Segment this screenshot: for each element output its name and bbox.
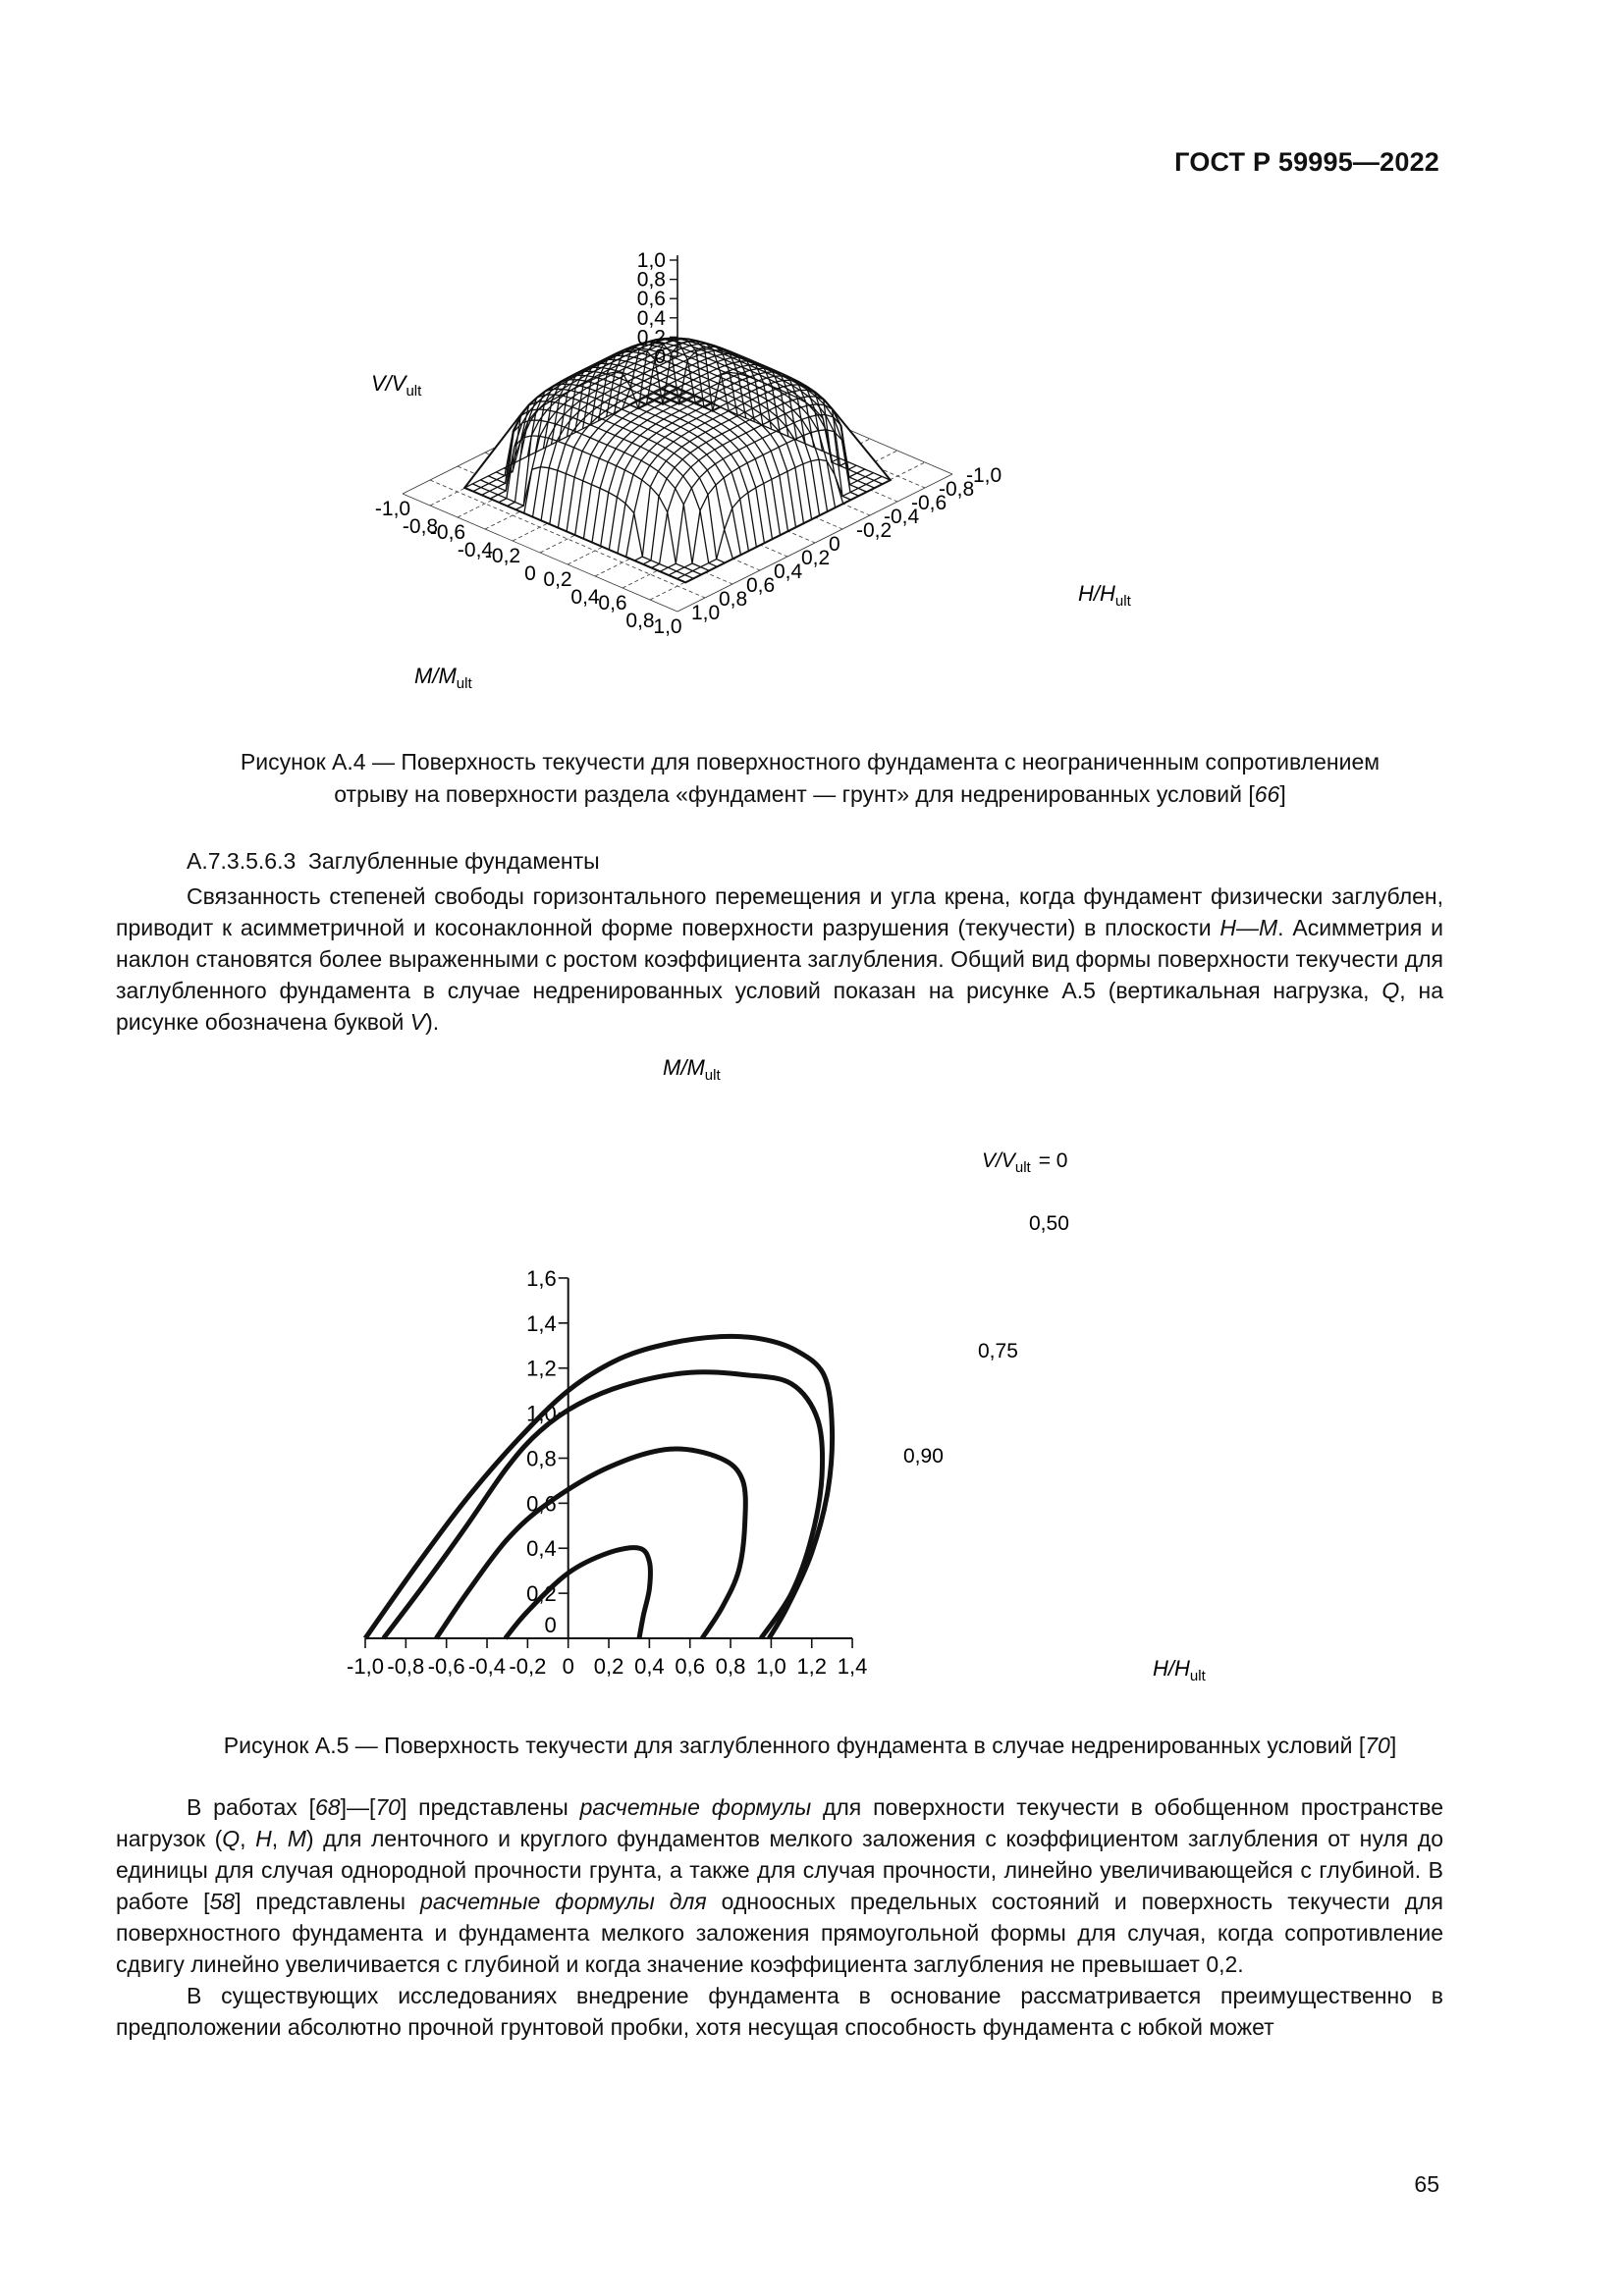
section-heading: А.7.3.5.6.3 Заглубленные фундаменты <box>187 848 600 874</box>
m-tick-label: -0,6 <box>429 521 466 544</box>
figure-a4-caption <box>118 746 1502 811</box>
y-tick-label: 1,0 <box>526 1401 557 1426</box>
x-tick-label: 1,4 <box>837 1654 868 1679</box>
contour-curve <box>365 1336 833 1638</box>
h-tick-label: 0,6 <box>746 574 776 597</box>
x-tick-label: -0,6 <box>427 1654 465 1679</box>
h-tick-label: -0,4 <box>884 506 920 528</box>
page-number: 65 <box>1414 2171 1439 2197</box>
x-axis-label: $H/H_{ult}$ <box>1153 1656 1206 1684</box>
standard-designation: ГОСТ Р 59995—2022 <box>1174 147 1439 177</box>
m-tick-label: -0,2 <box>484 545 521 567</box>
h-tick-label: -0,6 <box>911 492 947 514</box>
z-tick-label: 0 <box>654 346 666 368</box>
h-tick-label: 0,4 <box>774 561 803 583</box>
y-axis-label: $M/M_{ult}$ <box>663 1055 721 1084</box>
h-tick-label: -1,0 <box>966 464 1002 487</box>
figure-a5-chart <box>334 1045 1218 1733</box>
m-axis-label: $M/M_{ult}$ <box>414 664 472 692</box>
m-tick-label: 0,8 <box>625 610 655 632</box>
x-tick-label: -0,4 <box>468 1654 506 1679</box>
figure-a4-yield-surface <box>371 245 1178 736</box>
paragraph-embedded-foundations: Связанность степеней свободы горизонтального перемещения и угла крена, когда фундамент физически заглублен, приводит к асимметричной и косонаклонной форме поверхности разрушения (текучести) в плоскости H—M. Асимметрия и наклон становятся более выраженными с ростом коэффициента заглубления. Общий вид формы поверхности текучести для заглубленного фундамента в случае недренированных условий показан на рисунке А.5 (вертикальная нагрузка, Q, на рисунке обозначена буквой V). <box>116 883 1443 1035</box>
y-tick-label: 0,2 <box>526 1581 557 1607</box>
caption-line: отрыву на поверхности раздела «фундамент — грунт» для недренированных условий [66] <box>334 781 1286 807</box>
z-tick-label: 1,0 <box>636 249 666 272</box>
y-tick-label: 1,2 <box>526 1356 557 1381</box>
chart-axes <box>347 1266 867 1679</box>
reference: 66 <box>1254 781 1280 807</box>
x-tick-label: 0,8 <box>715 1654 746 1679</box>
m-tick-label: 0,4 <box>570 586 600 609</box>
h-tick-label: -0,2 <box>856 519 893 542</box>
x-tick-label: -0,8 <box>387 1654 425 1679</box>
y-tick-label: 1,4 <box>526 1310 557 1336</box>
x-tick-label: 0,6 <box>675 1654 706 1679</box>
paragraph-penetration: В существующих исследованиях внедрение фундамента в основание рассматривается преимущественно в предположении абсолютно прочной грунтовой пробки, хотя несущая способность фундамента с юбкой может <box>116 1983 1443 2040</box>
h-axis-label: $H/H_{ult}$ <box>1078 581 1131 610</box>
x-tick-label: 0 <box>562 1654 574 1679</box>
curve-label-v0: $V/V_{ult} = 0$ <box>982 1149 1068 1176</box>
h-tick-label: 0,2 <box>801 547 831 569</box>
x-tick-label: 0,2 <box>593 1654 624 1679</box>
x-tick-label: 1,2 <box>796 1654 828 1679</box>
contour-curve <box>384 1372 823 1638</box>
z-tick-label: 0,6 <box>636 288 666 311</box>
y-tick-label: 0,8 <box>526 1446 557 1471</box>
reference: 70 <box>1365 1733 1390 1758</box>
curve-label-090: 0,90 <box>903 1445 944 1468</box>
z-tick-label: 0,4 <box>636 306 666 330</box>
m-tick-label: 1,0 <box>653 615 682 638</box>
curve-label-050: 0,50 <box>1029 1212 1069 1235</box>
m-tick-label: -1,0 <box>374 498 411 520</box>
h-tick-label: 0 <box>829 533 840 556</box>
caption-line: Рисунок А.4 — Поверхность текучести для поверхностного фундамента с неограниченным сопротивлением <box>240 749 1380 774</box>
figure-a5-caption: Рисунок А.5 — Поверхность текучести для заглубленного фундамента в случае недренированных условий [70] <box>223 1733 1397 1758</box>
z-axis-label: $V/V_{ult}$ <box>371 371 422 400</box>
x-tick-label: 0,4 <box>634 1654 665 1679</box>
m-tick-label: -0,4 <box>457 539 494 561</box>
x-tick-label: -1,0 <box>347 1654 384 1679</box>
chart-curves <box>365 1336 833 1638</box>
z-tick-label: 0,8 <box>636 268 666 292</box>
x-tick-label: 1,0 <box>756 1654 786 1679</box>
z-tick-label: 0,2 <box>636 326 666 349</box>
y-tick-label: 1,6 <box>526 1265 557 1291</box>
paragraph-formulas: В работах [68]—[70] представлены расчетные формулы для поверхности текучести в обобщенном пространстве нагрузок (Q, H, M) для ленточного и круглого фундаментов мелкого заложения с коэффициентом заглубления от нуля до единицы для случая однородной прочности грунта, а также для случая прочности, линейно увеличивающейся с глубиной. В работе [58] представлены расчетные формулы для одноосных предельных состояний и поверхность текучести для поверхностного фундамента и фундамента мелкого заложения прямоугольной формы для случая, когда сопротивление сдвигу линейно увеличивается с глубиной и когда значение коэффициента заглубления не превышает 0,2. В существующих исследованиях внедрение фундамента в основание рассматривается преимущественно в предположении абсолютно прочной грунтовой пробки, хотя несущая способность фундамента с юбкой может <box>116 1791 1443 2043</box>
m-tick-label: -0,8 <box>402 515 439 538</box>
h-tick-label: 0,8 <box>719 588 748 611</box>
h-tick-label: 1,0 <box>691 602 721 624</box>
m-tick-label: 0 <box>524 562 536 585</box>
h-tick-label: -0,8 <box>939 478 975 501</box>
m-tick-label: 0,6 <box>598 592 627 614</box>
curve-label-075: 0,75 <box>978 1340 1018 1362</box>
m-tick-label: 0,2 <box>543 568 572 591</box>
y-tick-label: 0,6 <box>526 1491 557 1517</box>
y-tick-label: 0,4 <box>526 1536 557 1562</box>
x-tick-label: -0,2 <box>509 1654 547 1679</box>
y-tick-label: 0 <box>544 1613 557 1637</box>
